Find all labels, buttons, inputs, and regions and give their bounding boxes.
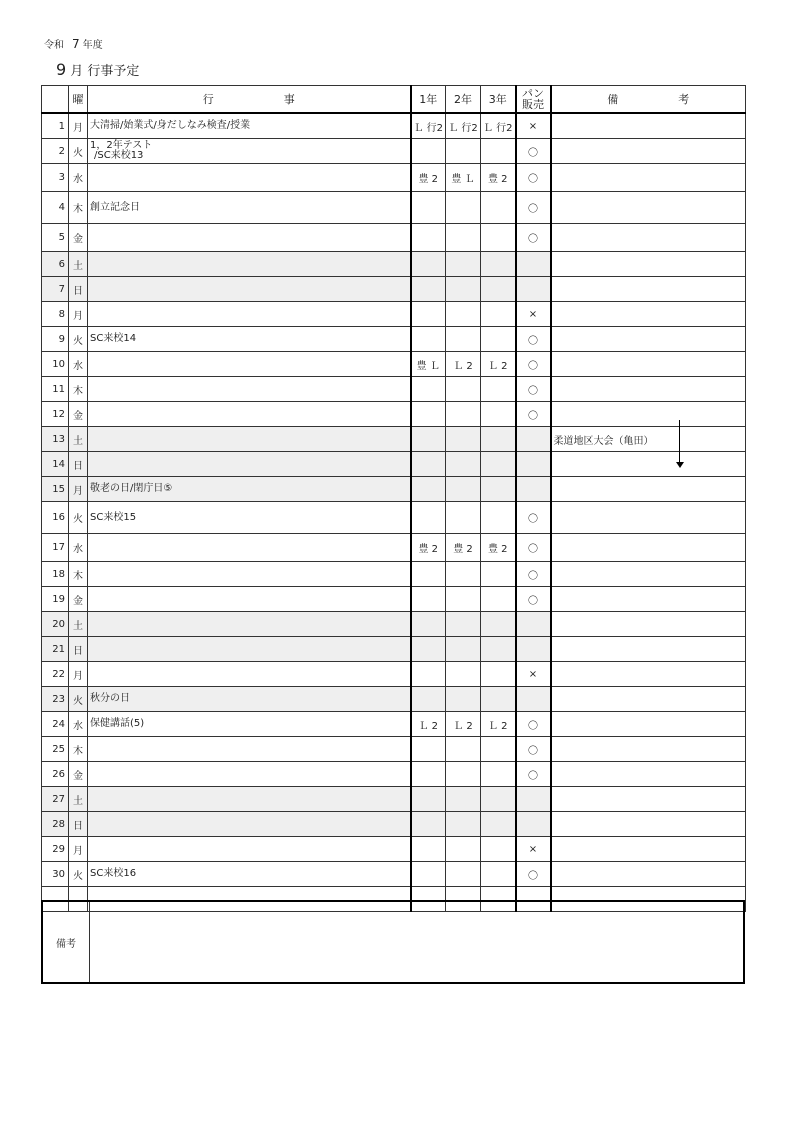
day-cell: 6 xyxy=(42,252,69,277)
bread-sale-cell: 〇 xyxy=(516,534,551,562)
bread-sale-cell xyxy=(516,477,551,502)
schedule-row xyxy=(42,377,746,402)
event-cell: 保健講話(5) xyxy=(88,712,411,737)
schedule-row xyxy=(42,427,746,452)
grade-2-cell: 豊 Ｌ xyxy=(446,164,481,192)
schedule-row xyxy=(42,277,746,302)
day-cell: 22 xyxy=(42,662,69,687)
event-cell xyxy=(88,837,411,862)
bread-sale-cell: × xyxy=(516,302,551,327)
event-cell xyxy=(88,402,411,427)
event-cell xyxy=(88,252,411,277)
weekday-cell: 水 xyxy=(69,352,88,377)
event-cell xyxy=(88,662,411,687)
day-cell: 16 xyxy=(42,502,69,534)
event-cell xyxy=(88,139,411,164)
bread-sale-cell xyxy=(516,427,551,452)
bread-sale-cell: × xyxy=(516,113,551,139)
note-cell xyxy=(551,662,746,687)
weekday-cell: 土 xyxy=(69,787,88,812)
bread-sale-cell: 〇 xyxy=(516,402,551,427)
grade-1-cell xyxy=(411,812,446,837)
header-grade-2: 2年 xyxy=(446,86,481,114)
grade-1-cell xyxy=(411,427,446,452)
grade-1-cell xyxy=(411,224,446,252)
remarks-label: 備考 xyxy=(43,902,90,982)
grade-1-cell xyxy=(411,637,446,662)
grade-1-cell xyxy=(411,377,446,402)
grade-1-cell xyxy=(411,662,446,687)
grade-3-cell xyxy=(481,327,516,352)
schedule-row xyxy=(42,812,746,837)
event-line: 1，2年テスト xyxy=(90,140,153,151)
day-cell: 9 xyxy=(42,327,69,352)
schedule-row xyxy=(42,502,746,534)
bread-sale-cell: × xyxy=(516,837,551,862)
weekday-cell: 月 xyxy=(69,302,88,327)
grade-1-cell xyxy=(411,687,446,712)
grade-1-cell xyxy=(411,302,446,327)
schedule-row xyxy=(42,224,746,252)
weekday-cell: 木 xyxy=(69,377,88,402)
schedule-row xyxy=(42,562,746,587)
grade-1-cell xyxy=(411,837,446,862)
schedule-row xyxy=(42,687,746,712)
event-cell xyxy=(88,377,411,402)
bread-sale-cell: 〇 xyxy=(516,587,551,612)
event-cell xyxy=(88,452,411,477)
grade-2-cell: Ｌ 2 xyxy=(446,352,481,377)
page-title xyxy=(56,60,139,79)
grade-3-cell xyxy=(481,562,516,587)
weekday-cell: 日 xyxy=(69,812,88,837)
grade-2-cell xyxy=(446,762,481,787)
grade-3-cell xyxy=(481,502,516,534)
schedule-row xyxy=(42,139,746,164)
grade-3-cell xyxy=(481,862,516,887)
bread-sale-cell xyxy=(516,452,551,477)
bread-sale-cell: 〇 xyxy=(516,327,551,352)
note-cell xyxy=(551,737,746,762)
day-cell: 29 xyxy=(42,837,69,862)
weekday-cell: 日 xyxy=(69,277,88,302)
schedule-row xyxy=(42,762,746,787)
bread-sale-cell: 〇 xyxy=(516,224,551,252)
grade-3-cell xyxy=(481,452,516,477)
grade-3-cell xyxy=(481,687,516,712)
day-cell: 26 xyxy=(42,762,69,787)
grade-2-cell xyxy=(446,612,481,637)
note-cell xyxy=(551,812,746,837)
schedule-row xyxy=(42,327,746,352)
grade-3-cell xyxy=(481,377,516,402)
weekday-cell: 火 xyxy=(69,687,88,712)
grade-3-cell xyxy=(481,637,516,662)
grade-2-cell xyxy=(446,302,481,327)
grade-3-cell: Ｌ 2 xyxy=(481,712,516,737)
event-cell xyxy=(88,587,411,612)
schedule-row xyxy=(42,534,746,562)
event-cell: 秋分の日 xyxy=(88,687,411,712)
weekday-cell: 水 xyxy=(69,534,88,562)
event-cell xyxy=(88,812,411,837)
bread-sale-cell xyxy=(516,252,551,277)
note-cell xyxy=(551,139,746,164)
bread-sale-cell xyxy=(516,787,551,812)
day-cell: 11 xyxy=(42,377,69,402)
note-cell xyxy=(551,837,746,862)
grade-3-cell: 豊 2 xyxy=(481,164,516,192)
grade-3-cell xyxy=(481,402,516,427)
weekday-cell: 木 xyxy=(69,192,88,224)
event-cell: SC来校14 xyxy=(88,327,411,352)
grade-1-cell: Ｌ 行2 xyxy=(411,113,446,139)
grade-3-cell xyxy=(481,139,516,164)
grade-1-cell: 豊 2 xyxy=(411,534,446,562)
note-cell xyxy=(551,587,746,612)
event-cell: SC来校15 xyxy=(88,502,411,534)
month-number: 9 xyxy=(56,60,67,79)
bread-sale-cell: 〇 xyxy=(516,562,551,587)
bread-sale-cell xyxy=(516,277,551,302)
grade-3-cell xyxy=(481,662,516,687)
weekday-cell: 日 xyxy=(69,637,88,662)
weekday-cell: 水 xyxy=(69,712,88,737)
grade-1-cell xyxy=(411,587,446,612)
era-name: 令和 xyxy=(44,40,64,51)
schedule-row xyxy=(42,737,746,762)
grade-2-cell xyxy=(446,252,481,277)
note-cell xyxy=(551,352,746,377)
event-cell: 大清掃/始業式/身だしなみ検査/授業 xyxy=(88,113,411,139)
note-cell xyxy=(551,562,746,587)
grade-3-cell xyxy=(481,612,516,637)
grade-2-cell xyxy=(446,192,481,224)
note-cell xyxy=(551,762,746,787)
note-cell xyxy=(551,327,746,352)
grade-3-cell xyxy=(481,587,516,612)
event-cell xyxy=(88,534,411,562)
note-cell xyxy=(551,377,746,402)
weekday-cell: 金 xyxy=(69,224,88,252)
bread-sale-cell: 〇 xyxy=(516,352,551,377)
header-grade-1: 1年 xyxy=(411,86,446,114)
weekday-cell: 土 xyxy=(69,427,88,452)
note-cell xyxy=(551,164,746,192)
day-cell: 27 xyxy=(42,787,69,812)
note-cell xyxy=(551,534,746,562)
grade-2-cell xyxy=(446,327,481,352)
grade-1-cell xyxy=(411,787,446,812)
weekday-cell: 金 xyxy=(69,762,88,787)
bread-sale-cell: 〇 xyxy=(516,762,551,787)
grade-3-cell xyxy=(481,427,516,452)
grade-1-cell xyxy=(411,612,446,637)
grade-1-cell xyxy=(411,452,446,477)
note-cell xyxy=(551,302,746,327)
event-cell xyxy=(88,737,411,762)
grade-1-cell xyxy=(411,277,446,302)
day-cell: 25 xyxy=(42,737,69,762)
grade-1-cell xyxy=(411,192,446,224)
weekday-cell: 火 xyxy=(69,327,88,352)
weekday-cell: 土 xyxy=(69,252,88,277)
event-cell: 創立記念日 xyxy=(88,192,411,224)
grade-3-cell xyxy=(481,277,516,302)
grade-1-cell xyxy=(411,762,446,787)
day-cell: 12 xyxy=(42,402,69,427)
schedule-row xyxy=(42,302,746,327)
weekday-cell: 火 xyxy=(69,502,88,534)
weekday-cell: 月 xyxy=(69,477,88,502)
bread-sale-cell: 〇 xyxy=(516,737,551,762)
note-span-arrow-line xyxy=(679,420,680,464)
grade-1-cell: 豊 Ｌ xyxy=(411,352,446,377)
year-suffix: 年度 xyxy=(82,40,103,51)
grade-1-cell xyxy=(411,252,446,277)
grade-1-cell xyxy=(411,562,446,587)
event-line: /SC来校13 xyxy=(94,150,144,161)
note-cell xyxy=(551,224,746,252)
note-cell xyxy=(551,113,746,139)
grade-3-cell: Ｌ 2 xyxy=(481,352,516,377)
grade-2-cell: Ｌ 2 xyxy=(446,712,481,737)
grade-1-cell xyxy=(411,402,446,427)
remarks-box xyxy=(41,900,745,984)
day-cell: 5 xyxy=(42,224,69,252)
day-cell: 19 xyxy=(42,587,69,612)
schedule-row xyxy=(42,402,746,427)
day-cell: 1 xyxy=(42,113,69,139)
grade-1-cell: 豊 2 xyxy=(411,164,446,192)
grade-2-cell xyxy=(446,402,481,427)
bread-sale-cell xyxy=(516,637,551,662)
grade-2-cell xyxy=(446,787,481,812)
grade-2-cell xyxy=(446,662,481,687)
schedule-row xyxy=(42,587,746,612)
grade-3-cell xyxy=(481,224,516,252)
bread-sale-cell: 〇 xyxy=(516,377,551,402)
note-cell xyxy=(551,477,746,502)
grade-2-cell xyxy=(446,452,481,477)
grade-3-cell xyxy=(481,837,516,862)
grade-3-cell xyxy=(481,302,516,327)
schedule-row xyxy=(42,252,746,277)
note-cell xyxy=(551,192,746,224)
grade-2-cell xyxy=(446,477,481,502)
schedule-table xyxy=(41,85,746,912)
event-cell xyxy=(88,224,411,252)
remarks-body xyxy=(90,902,743,982)
header-grade-3: 3年 xyxy=(481,86,516,114)
grade-2-cell xyxy=(446,862,481,887)
grade-3-cell xyxy=(481,737,516,762)
day-cell: 4 xyxy=(42,192,69,224)
grade-3-cell xyxy=(481,252,516,277)
note-cell xyxy=(551,612,746,637)
grade-2-cell xyxy=(446,224,481,252)
event-cell xyxy=(88,164,411,192)
weekday-cell: 金 xyxy=(69,587,88,612)
weekday-cell: 火 xyxy=(69,139,88,164)
schedule-row xyxy=(42,192,746,224)
day-cell: 2 xyxy=(42,139,69,164)
header-row xyxy=(42,86,746,114)
grade-2-cell xyxy=(446,687,481,712)
note-cell xyxy=(551,687,746,712)
day-cell: 7 xyxy=(42,277,69,302)
header-notes: 備 考 xyxy=(551,86,746,114)
header-event: 行 事 xyxy=(88,86,411,114)
event-cell xyxy=(88,787,411,812)
day-cell: 13 xyxy=(42,427,69,452)
grade-2-cell xyxy=(446,637,481,662)
event-cell: 敬老の日/閉庁日⑤ xyxy=(88,477,411,502)
bread-sale-cell: × xyxy=(516,662,551,687)
weekday-cell: 金 xyxy=(69,402,88,427)
title-text: 月 行事予定 xyxy=(70,64,140,79)
schedule-row xyxy=(42,637,746,662)
note-cell xyxy=(551,452,746,477)
weekday-cell: 月 xyxy=(69,837,88,862)
grade-3-cell xyxy=(481,787,516,812)
schedule-row xyxy=(42,164,746,192)
grade-2-cell xyxy=(446,587,481,612)
schedule-row xyxy=(42,612,746,637)
weekday-cell: 木 xyxy=(69,562,88,587)
note-cell xyxy=(551,787,746,812)
schedule-row xyxy=(42,352,746,377)
grade-1-cell xyxy=(411,502,446,534)
event-cell xyxy=(88,612,411,637)
weekday-cell: 月 xyxy=(69,662,88,687)
grade-1-cell: Ｌ 2 xyxy=(411,712,446,737)
event-cell xyxy=(88,427,411,452)
event-cell xyxy=(88,762,411,787)
grade-3-cell xyxy=(481,762,516,787)
schedule-row xyxy=(42,712,746,737)
bread-sale-cell xyxy=(516,812,551,837)
day-cell: 30 xyxy=(42,862,69,887)
bread-sale-cell: 〇 xyxy=(516,862,551,887)
day-cell: 14 xyxy=(42,452,69,477)
arrow-down-icon xyxy=(676,462,684,468)
day-cell: 23 xyxy=(42,687,69,712)
weekday-cell: 月 xyxy=(69,113,88,139)
note-cell xyxy=(551,862,746,887)
event-cell xyxy=(88,277,411,302)
day-cell: 3 xyxy=(42,164,69,192)
grade-1-cell xyxy=(411,737,446,762)
day-cell: 15 xyxy=(42,477,69,502)
day-cell: 20 xyxy=(42,612,69,637)
schedule-row xyxy=(42,452,746,477)
schedule-row xyxy=(42,837,746,862)
grade-3-cell xyxy=(481,477,516,502)
day-cell: 8 xyxy=(42,302,69,327)
day-cell: 21 xyxy=(42,637,69,662)
grade-2-cell xyxy=(446,427,481,452)
day-cell: 24 xyxy=(42,712,69,737)
schedule-row xyxy=(42,862,746,887)
bread-sale-cell: 〇 xyxy=(516,139,551,164)
grade-3-cell xyxy=(481,192,516,224)
bread-sale-cell: 〇 xyxy=(516,502,551,534)
grade-2-cell xyxy=(446,502,481,534)
event-cell: SC来校16 xyxy=(88,862,411,887)
header-bread-sale: パン 販売 xyxy=(516,86,551,114)
grade-3-cell: Ｌ 行2 xyxy=(481,113,516,139)
note-cell xyxy=(551,637,746,662)
note-cell xyxy=(551,502,746,534)
weekday-cell: 火 xyxy=(69,862,88,887)
note-cell xyxy=(551,277,746,302)
note-cell: 柔道地区大会（亀田） xyxy=(551,427,746,452)
bread-sale-cell xyxy=(516,612,551,637)
grade-3-cell xyxy=(481,812,516,837)
event-cell xyxy=(88,352,411,377)
schedule-row xyxy=(42,662,746,687)
weekday-cell: 水 xyxy=(69,164,88,192)
bread-sale-cell xyxy=(516,687,551,712)
grade-2-cell: 豊 2 xyxy=(446,534,481,562)
grade-1-cell xyxy=(411,139,446,164)
day-cell: 18 xyxy=(42,562,69,587)
grade-1-cell xyxy=(411,327,446,352)
weekday-cell: 木 xyxy=(69,737,88,762)
fiscal-year-label xyxy=(44,36,103,51)
day-cell: 10 xyxy=(42,352,69,377)
year-number: 7 xyxy=(72,37,80,51)
schedule-row xyxy=(42,113,746,139)
day-cell: 17 xyxy=(42,534,69,562)
grade-2-cell: Ｌ 行2 xyxy=(446,113,481,139)
grade-1-cell xyxy=(411,477,446,502)
event-cell xyxy=(88,302,411,327)
bread-sale-cell: 〇 xyxy=(516,192,551,224)
header-weekday: 曜 xyxy=(69,86,88,114)
bread-sale-cell: 〇 xyxy=(516,712,551,737)
schedule-row xyxy=(42,477,746,502)
header-day xyxy=(42,86,69,114)
grade-2-cell xyxy=(446,377,481,402)
grade-2-cell xyxy=(446,139,481,164)
event-cell xyxy=(88,637,411,662)
note-cell xyxy=(551,402,746,427)
day-cell: 28 xyxy=(42,812,69,837)
grade-2-cell xyxy=(446,812,481,837)
bread-sale-cell: 〇 xyxy=(516,164,551,192)
grade-2-cell xyxy=(446,277,481,302)
weekday-cell: 日 xyxy=(69,452,88,477)
grade-3-cell: 豊 2 xyxy=(481,534,516,562)
schedule-row xyxy=(42,787,746,812)
note-cell xyxy=(551,712,746,737)
note-cell xyxy=(551,252,746,277)
grade-1-cell xyxy=(411,862,446,887)
grade-2-cell xyxy=(446,737,481,762)
weekday-cell: 土 xyxy=(69,612,88,637)
grade-2-cell xyxy=(446,837,481,862)
grade-2-cell xyxy=(446,562,481,587)
event-cell xyxy=(88,562,411,587)
